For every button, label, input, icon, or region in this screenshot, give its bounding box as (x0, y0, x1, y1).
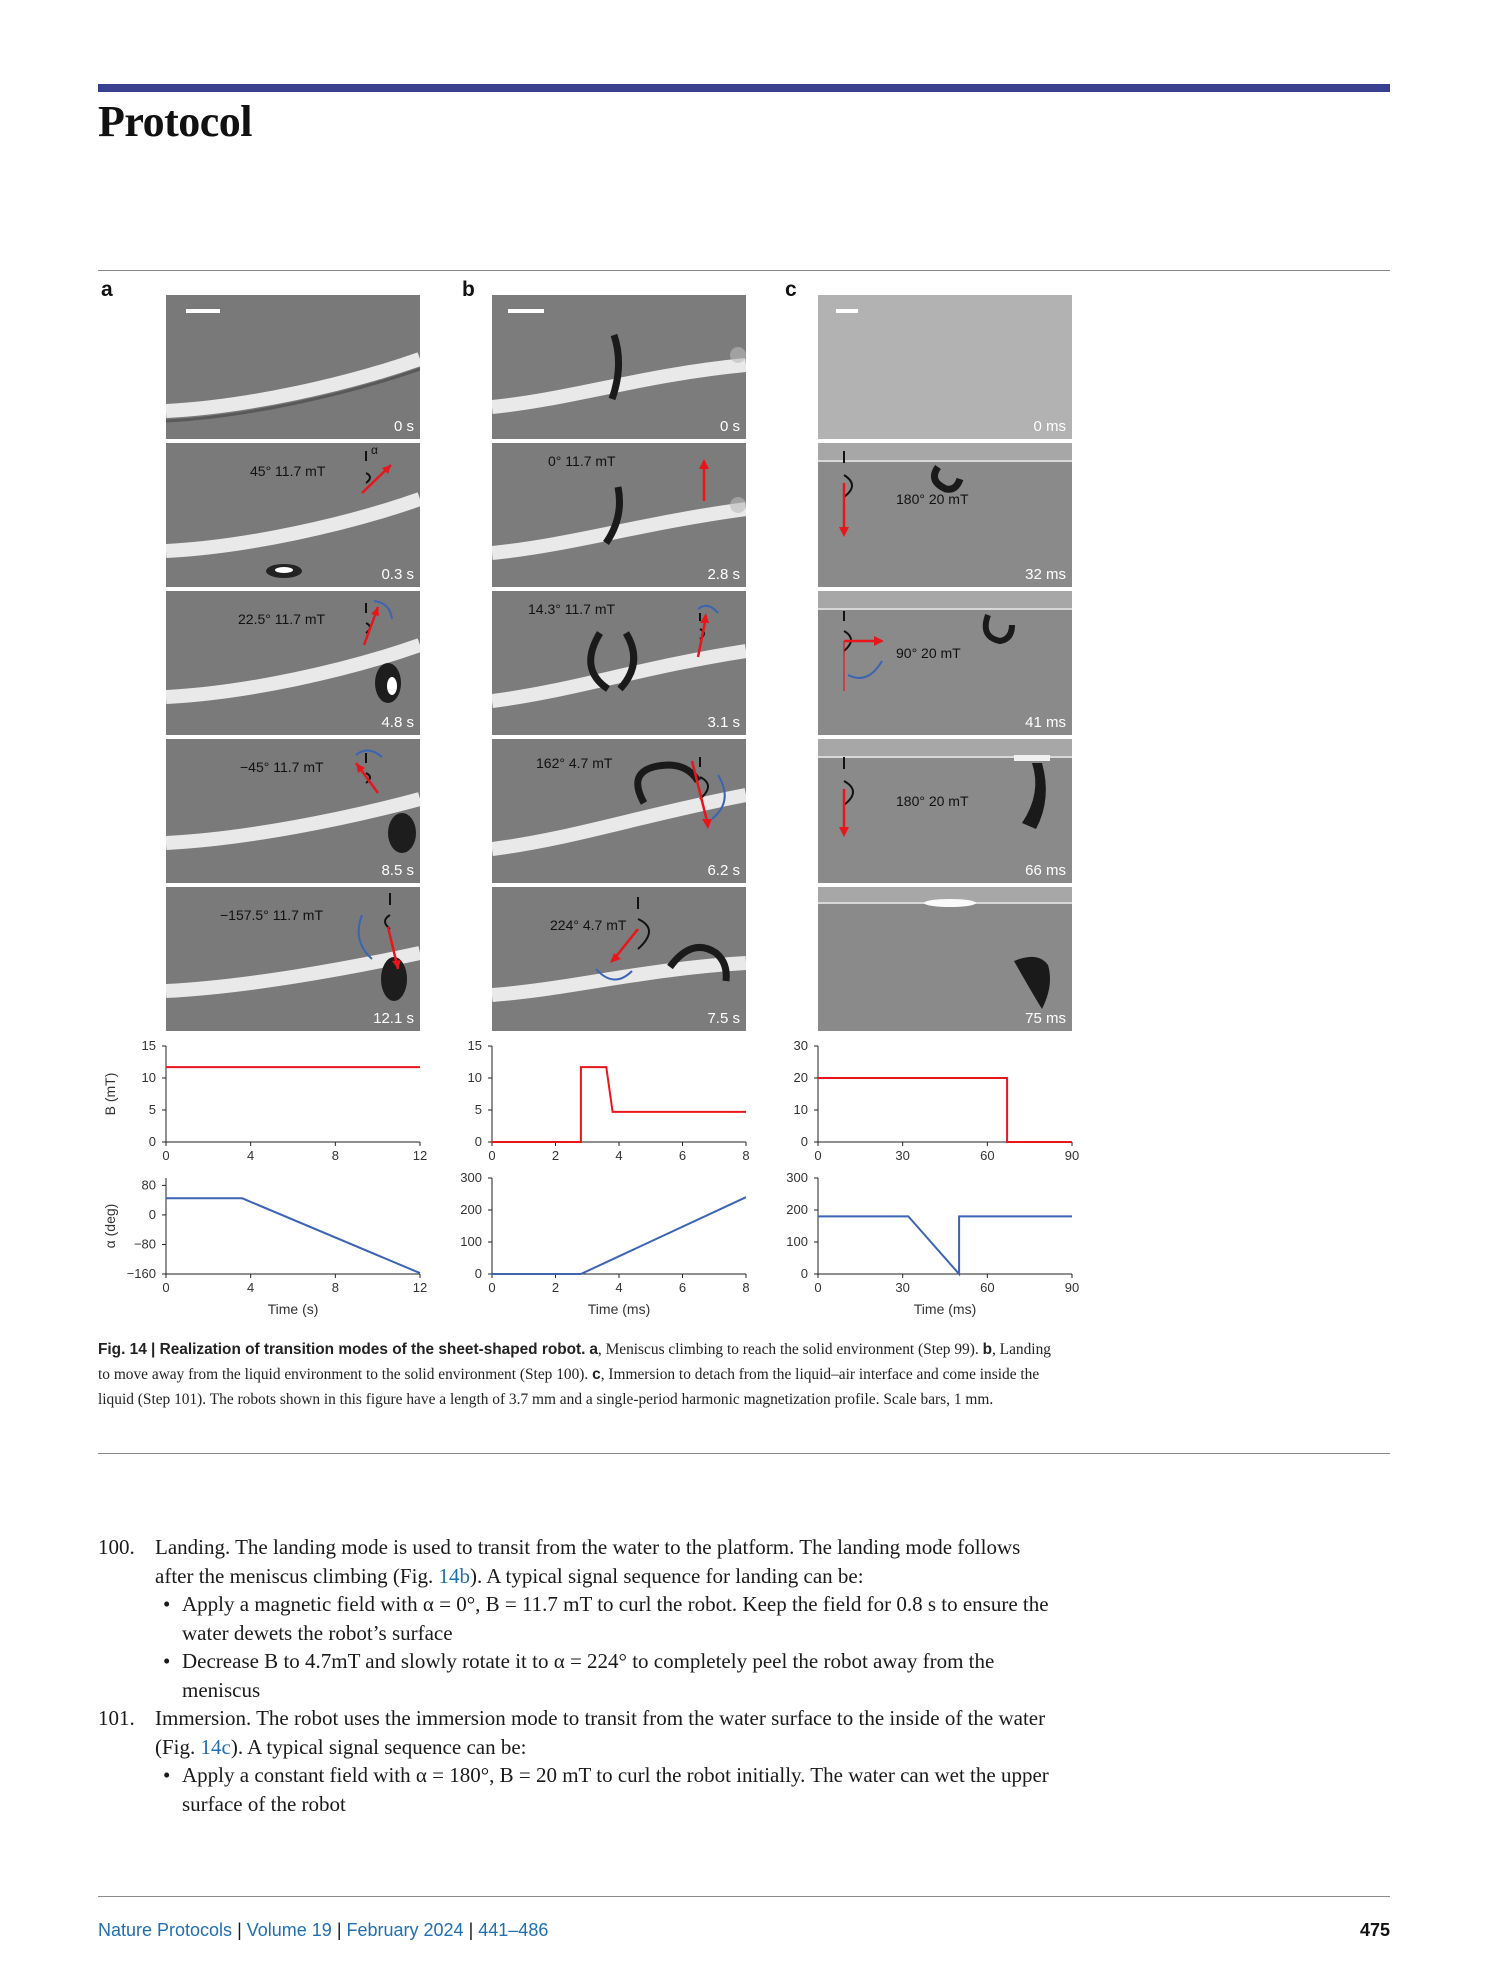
frame-time: 41 ms (1025, 714, 1066, 731)
bullet-text: Apply a constant field with α = 180°, B = 20 mT to curl the robot initially. The water can wet the upper surface of the robot (182, 1763, 1049, 1816)
y-tick-label: 5 (474, 1102, 482, 1117)
section-header: Protocol (98, 97, 253, 146)
y-tick-label: 0 (474, 1266, 482, 1281)
step-text: Landing. The landing mode is used to transit from the water to the platform. The landing mode follows after the meniscus climbing (Fig. (155, 1535, 1021, 1588)
frame-time: 75 ms (1025, 1010, 1066, 1027)
x-tick-label: 0 (162, 1280, 170, 1295)
journal-volume: Volume 19 (246, 1920, 332, 1940)
separator: | (463, 1920, 479, 1940)
step-101 (98, 1704, 1058, 1761)
y-tick-label: 200 (786, 1202, 808, 1217)
figure-link[interactable]: 14b (438, 1563, 470, 1588)
frame-annotation: 0° 11.7 mT (548, 453, 616, 469)
step-100 (98, 1533, 1058, 1590)
frame-annotation: −45° 11.7 mT (240, 759, 324, 775)
x-tick-label: 0 (488, 1148, 496, 1163)
y-tick-label: 100 (786, 1234, 808, 1249)
footer-rule (98, 1896, 1390, 1897)
x-tick-label: 0 (162, 1148, 170, 1163)
bullet-text: Decrease B to 4.7mT and slowly rotate it to α = 224° to completely peel the robot away from the meniscus (182, 1649, 995, 1702)
step-text-end: ). A typical signal sequence for landing can be: (469, 1563, 864, 1588)
caption-text-a: , Meniscus climbing to reach the solid environment (Step 99). (597, 1341, 979, 1358)
frame-time: 6.2 s (707, 862, 740, 879)
journal-date: February 2024 (346, 1920, 464, 1940)
x-tick-label: 12 (412, 1148, 428, 1163)
bullet-icon: • (163, 1763, 171, 1787)
frame-time: 0 ms (1033, 418, 1066, 435)
step-number: 101. (98, 1706, 135, 1730)
alpha-label: α (371, 443, 378, 457)
bullet-text: Apply a magnetic field with α = 0°, B = 11.7 mT to curl the robot. Keep the field for 0.8 s to ensure the water dewets the robot’s surface (182, 1592, 1049, 1645)
y-tick-label: 0 (148, 1134, 156, 1149)
x-tick-label: 0 (814, 1280, 822, 1295)
y-tick-label: 0 (800, 1266, 808, 1281)
series-line (492, 1197, 746, 1274)
y-tick-label: 80 (141, 1177, 156, 1193)
frame-time: 32 ms (1025, 566, 1066, 583)
footer (98, 1920, 548, 1941)
caption-label-a: a (589, 1341, 598, 1358)
x-tick-label: 8 (331, 1280, 339, 1295)
x-tick-label: 60 (980, 1280, 995, 1295)
frame-time: 66 ms (1025, 862, 1066, 879)
y-tick-label: 5 (148, 1102, 156, 1117)
frame-annotation: 162° 4.7 mT (536, 755, 613, 771)
x-tick-label: 4 (247, 1148, 255, 1163)
frame-annotation: 224° 4.7 mT (550, 917, 627, 933)
frame-time: 0.3 s (381, 566, 414, 583)
x-tick-label: 8 (331, 1148, 339, 1163)
caption-text-c: , Immersion to detach from the liquid–air interface and come inside the liquid (Step 101). The robots shown in this figure have a length of 3.7 mm and a single-period harmonic magnetization profile. Scale bars, 1 mm. (98, 1366, 1040, 1408)
x-tick-label: 0 (488, 1280, 496, 1295)
x-tick-label: 0 (814, 1148, 822, 1163)
figure-link[interactable]: 14c (200, 1734, 231, 1759)
x-tick-label: 90 (1064, 1280, 1080, 1295)
x-tick-label: 90 (1064, 1148, 1080, 1163)
y-tick-label: −160 (126, 1266, 156, 1281)
step-text: Immersion. The robot uses the immersion mode to transit from the water surface to the inside of the water (Fig. (155, 1706, 1046, 1759)
x-tick-label: 2 (551, 1280, 560, 1295)
frame-annotation: 180° 20 mT (896, 793, 969, 809)
x-tick-label: 6 (678, 1148, 687, 1163)
y-tick-label: 10 (141, 1070, 156, 1085)
journal-name[interactable]: Nature Protocols (98, 1920, 233, 1940)
caption-label-c: c (592, 1366, 601, 1383)
frame-annotation: 180° 20 mT (896, 491, 969, 507)
step-number: 100. (98, 1535, 135, 1559)
x-axis-label: Time (s) (267, 1301, 319, 1317)
y-tick-label: 300 (786, 1170, 808, 1185)
y-tick-label: 100 (460, 1234, 482, 1249)
y-tick-label: 200 (460, 1202, 482, 1217)
frame-time: 8.5 s (381, 862, 414, 879)
x-axis-label: Time (ms) (587, 1301, 651, 1317)
step-text-end: ). A typical signal sequence can be: (230, 1734, 527, 1759)
x-tick-label: 12 (412, 1280, 428, 1295)
figure-bottom-rule (98, 1453, 1390, 1454)
frame-annotation: 90° 20 mT (896, 645, 961, 661)
x-tick-label: 4 (615, 1280, 623, 1295)
x-tick-label: 30 (895, 1280, 910, 1295)
list-item (155, 1590, 1058, 1647)
y-tick-label: 300 (460, 1170, 482, 1185)
y-tick-label: 20 (793, 1070, 808, 1085)
bullet-icon: • (163, 1649, 171, 1673)
x-tick-label: 8 (742, 1280, 750, 1295)
series-line (818, 1078, 1072, 1142)
x-tick-label: 6 (678, 1280, 687, 1295)
y-axis-label: α (deg) (102, 1203, 118, 1249)
series-line (492, 1067, 746, 1142)
list-item (155, 1761, 1058, 1818)
frame-time: 2.8 s (707, 566, 740, 583)
series-line (166, 1198, 420, 1273)
frame-annotation: 14.3° 11.7 mT (528, 601, 616, 617)
page-number: 475 (1359, 1920, 1390, 1940)
panel-label-b: b (462, 278, 475, 301)
caption-text-b: , Landing to move away from the liquid environment to the solid environment (Step 100). (98, 1341, 1051, 1383)
x-tick-label: 4 (615, 1148, 623, 1163)
frame-annotation: 22.5° 11.7 mT (238, 611, 326, 627)
y-tick-label: 10 (467, 1070, 482, 1085)
y-tick-label: 0 (800, 1134, 808, 1149)
y-tick-label: 15 (141, 1038, 156, 1053)
frame-time: 12.1 s (373, 1010, 414, 1027)
frame-time: 0 s (719, 418, 740, 435)
y-tick-label: 30 (793, 1038, 808, 1053)
figure-caption (98, 1337, 1058, 1412)
frame-time: 4.8 s (381, 714, 414, 731)
y-tick-label: −80 (133, 1236, 156, 1252)
frame-annotation: −157.5° 11.7 mT (220, 907, 324, 923)
x-axis-label: Time (ms) (913, 1301, 977, 1317)
separator: | (331, 1920, 347, 1940)
y-axis-label: B (mT) (102, 1072, 118, 1116)
bullet-icon: • (163, 1592, 171, 1616)
panel-label-a: a (101, 278, 113, 301)
x-tick-label: 60 (980, 1148, 995, 1163)
journal-pages: 441–486 (478, 1920, 549, 1940)
y-tick-label: 0 (474, 1134, 482, 1149)
frame-time: 0 s (393, 418, 414, 435)
list-item (155, 1647, 1058, 1704)
protocol-steps (98, 1533, 1058, 1818)
frame-time: 3.1 s (707, 714, 740, 731)
series-line (818, 1216, 1072, 1274)
x-tick-label: 8 (742, 1148, 750, 1163)
separator: | (232, 1920, 247, 1940)
frame-time: 7.5 s (707, 1010, 740, 1027)
y-tick-label: 10 (793, 1102, 808, 1117)
panel-label-c: c (785, 278, 797, 301)
y-tick-label: 15 (467, 1038, 482, 1053)
x-tick-label: 4 (247, 1280, 255, 1295)
x-tick-label: 2 (551, 1148, 560, 1163)
caption-label-b: b (982, 1341, 992, 1358)
y-tick-label: 0 (148, 1206, 156, 1222)
x-tick-label: 30 (895, 1148, 910, 1163)
caption-figure-label: Fig. 14 | Realization of transition modes of the sheet-shaped robot. (98, 1341, 586, 1358)
frame-annotation: 45° 11.7 mT (250, 463, 326, 479)
